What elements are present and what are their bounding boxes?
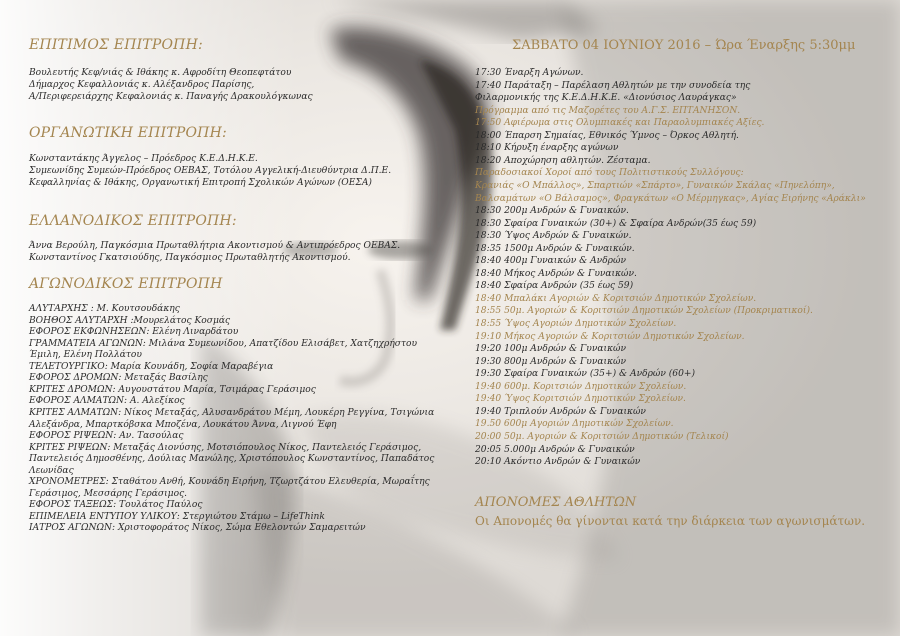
schedule-item: 17:50 Αφιέρωμα στις Ολυμπιακές και Παραολυμπιακές Αξίες.	[475, 118, 765, 129]
agonodikes-member: Λεωνίδας	[29, 465, 74, 476]
agonodikes-member: ΕΦΟΡΟΣ ΑΛΜΑΤΩΝ: Α. Αλεξίκος	[29, 396, 185, 407]
organizing-member: Κωνσταντάκης Άγγελος – Πρόεδρος Κ.Ε.Δ.Η.Κ.Ε.	[29, 154, 258, 164]
schedule-item: 18:30 200μ Ανδρών & Γυναικών.	[475, 206, 629, 217]
agonodikes-member: ΚΡΙΤΕΣ ΑΛΜΑΤΩΝ: Νίκος Μεταξάς, Αλυσανδράτου Μέμη, Λουκέρη Ρεγγίνα, Τσιγώνια	[29, 407, 435, 418]
schedule-item: 19:30 800μ Ανδρών & Γυναικών	[475, 356, 626, 367]
schedule-item: Κρανιάς «Ο Μπάλλος», Σπαρτιών «Σπάρτο», Γυναικών Σκάλας «Πηνελόπη»,	[475, 180, 835, 191]
schedule-item: 18:55 50μ. Αγοριών & Κοριτσιών Δημοτικών Σχολείων (Προκριματικοί).	[475, 306, 813, 317]
schedule-item: 18:30 Ύψος Ανδρών & Γυναικών.	[475, 231, 632, 242]
schedule-item: 19:40 600μ. Κοριτσιών Δημοτικών Σχολείων.	[475, 381, 687, 392]
honorary-member: Βουλευτής Κεφ/νιάς & Ιθάκης κ. Αφροδίτη Θεοπεφτάτου	[29, 68, 292, 78]
schedule-item: 18:30 Σφαίρα Γυναικών (30+) & Σφαίρα Ανδρών(35 έως 59)	[475, 218, 757, 229]
schedule-item: Φιλαρμονικής της Κ.Ε.Δ.Η.Κ.Ε. «Διονύσιος Λαυράγκας»	[475, 93, 737, 104]
agonodikes-member: ΤΕΛΕΤΟΥΡΓΙΚΟ: Μαρία Κουνάδη, Σοφία Μαραβέγια	[29, 361, 274, 372]
agonodikes-member: ΕΦΟΡΟΣ ΕΚΦΩΝΗΣΕΩΝ: Ελένη Λιναρδάτου	[29, 327, 239, 338]
schedule-item: 19:40 Ύψος Κοριτσιών Δημοτικών Σχολείων.	[475, 394, 686, 405]
schedule-item: 18:00 Έπαρση Σημαίας, Εθνικός Ύμνος – Όρκος Αθλητή.	[475, 130, 739, 141]
organizing-committee-title: ΟΡΓΑΝΩΤΙΚΗ ΕΠΙΤΡΟΠΗ:	[29, 125, 227, 141]
schedule-item: Βαλσαμάτων «Ο Βάλσαμος», Φραγκάτων «Ο Μέρμηγκας», Αγίας Ειρήνης «Αράκλι»	[475, 193, 866, 204]
awards-title: ΑΠΟΝΟΜΕΣ ΑΘΛΗΤΩΝ	[475, 495, 637, 510]
agonodikes-member: ΓΡΑΜΜΑΤΕΙΑ ΑΓΩΝΩΝ: Μιλάνα Συμεωνίδου, Απατζίδου Ελισάβετ, Χατζηχρήστου	[29, 338, 418, 349]
agonodikes-member: ΕΠΙΜΕΛΕΙΑ ΕΝΤΥΠΟΥ ΥΛΙΚΟΥ: Στεργιώτου Στάμω – LifeThink	[29, 511, 325, 522]
schedule-item: 18:55 Ύψος Αγοριών Δημοτικών Σχολείων.	[475, 319, 677, 329]
schedule-item: Πρόγραμμα από τις Μαζορέτες του Α.Γ.Σ. ΕΠΤΑΝΗΣΟΝ.	[475, 105, 741, 116]
right-panel	[450, 0, 900, 636]
hellanodikes-committee-title: ΕΛΛΑΝΟΔΙΚΟΣ ΕΠΙΤΡΟΠΗ:	[29, 213, 237, 229]
agonodikes-member: ΒΟΗΘΟΣ ΑΛΥΤΑΡΧΗ :Μουρελάτος Κοσμάς	[29, 315, 231, 326]
schedule-item: 19:20 100μ Ανδρών & Γυναικών	[475, 344, 626, 355]
awards-text: Οι Απονομές θα γίνονται κατά την διάρκεια των αγωνισμάτων.	[475, 514, 866, 528]
agonodikes-member: ΕΦΟΡΟΣ ΔΡΟΜΩΝ: Μεταξάς Βασίλης	[29, 373, 208, 384]
honorary-member: Δήμαρχος Κεφαλλονιάς κ. Αλέξανδρος Παρίσης,	[29, 80, 255, 90]
agonodikes-member: ΚΡΙΤΕΣ ΔΡΟΜΩΝ: Αυγουστάτου Μαρία, Τσιμάρας Γεράσιμος	[29, 384, 316, 395]
agonodikes-member: ΚΡΙΤΕΣ ΡΙΨΕΩΝ: Μεταξάς Διονύσης, Μοτσιόπουλος Νίκος, Παντελειός Γεράσιμος,	[29, 442, 422, 453]
schedule-item: 17:40 Παράταξη – Παρέλαση Αθλητών με την συνοδεία της	[475, 80, 751, 91]
agonodikes-member: ΙΑΤΡΟΣ ΑΓΩΝΩΝ: Χριστοφοράτος Νίκος, Σώμα Εθελοντών Σαμαρειτών	[29, 523, 366, 534]
schedule-item: 19:10 Μήκος Αγοριών & Κοριτσιών Δημοτικών Σχολείων.	[475, 331, 745, 342]
schedule-item: 18:40 400μ Γυναικών & Ανδρών	[475, 256, 626, 267]
agonodikes-member: Γεράσιμος, Μεσσάρης Γεράσιμος.	[29, 488, 188, 499]
agonodikes-committee-title: ΑΓΩΝΟΔΙΚΟΣ ΕΠΙΤΡΟΠΗ	[29, 276, 223, 292]
agonodikes-member: ΧΡΟΝΟΜΕΤΡΕΣ: Σταθάτου Ανθή, Κουνάδη Ειρήνη, Τζωρτζάτου Ελευθερία, Μωραΐτης	[29, 477, 430, 488]
schedule-item: 17:30 Έναρξη Αγώνων.	[475, 68, 584, 78]
schedule-item: 18:40 Σφαίρα Ανδρών (35 έως 59)	[475, 281, 634, 292]
schedule-item: 19:30 Σφαίρα Γυναικών (35+) & Ανδρών (60+)	[475, 369, 696, 380]
event-date-header: ΣΑΒΒΑΤΟ 04 ΙΟΥΝΙΟΥ 2016 – Ώρα Έναρξης 5:30μμ	[512, 38, 856, 53]
agonodikes-member: ΕΦΟΡΟΣ ΤΑΞΕΩΣ: Τουλάτος Παύλος	[29, 500, 203, 511]
hellanodikes-member: Κωνσταντίνος Γκατσιούδης, Παγκόσμιος Πρωταθλητής Ακοντισμού.	[29, 253, 351, 263]
schedule-item: 18:35 1500μ Ανδρών & Γυναικών.	[475, 243, 635, 254]
agonodikes-member: ΑΛΥΤΑΡΧΗΣ : Μ. Κουτσουδάκης	[29, 304, 180, 314]
schedule-item: 20:05 5.000μ Ανδρών & Γυναικών	[475, 444, 635, 455]
schedule-item: 18:10 Κήρυξη έναρξης αγώνων	[475, 143, 619, 154]
schedule-item: Παραδοσιακοί Χοροί από τους Πολιτιστικούς Συλλόγους:	[475, 168, 744, 179]
agonodikes-member: ΕΦΟΡΟΣ ΡΙΨΕΩΝ: Αν. Τασούλας	[29, 431, 184, 442]
schedule-item: 19:40 Τριπλούν Ανδρών & Γυναικών	[475, 406, 646, 417]
schedule-item: 19.50 600μ Αγοριών Δημοτικών Σχολείων.	[475, 419, 674, 430]
schedule-item: 18:40 Μπαλάκι Αγοριών & Κοριτσιών Δημοτικών Σχολείων.	[475, 293, 757, 304]
honorary-member: Α/Περιφερειάρχης Κεφαλονιάς κ. Παναγής Δρακουλόγκωνας	[29, 92, 313, 102]
schedule-item: 18:20 Αποχώρηση αθλητών. Ζέσταμα.	[475, 155, 651, 166]
organizing-member: Συμεωνίδης Συμεών-Πρόεδρος ΟΕΒΑΣ, Τοτόλου Αγγελική-Διευθύντρια Δ.Π.Ε.	[29, 166, 392, 176]
schedule-item: 20:00 50μ. Αγοριών & Κοριτσιών Δημοτικών (Τελικοί)	[475, 431, 729, 442]
hellanodikes-member: Άννα Βερούλη, Παγκόσμια Πρωταθλήτρια Ακοντισμού & Αντιπρόεδρος ΟΕΒΑΣ.	[29, 241, 401, 251]
honorary-committee-title: ΕΠΙΤΙΜΟΣ ΕΠΙΤΡΟΠΗ:	[29, 37, 203, 53]
schedule-item: 18:40 Μήκος Ανδρών & Γυναικών.	[475, 268, 637, 279]
agonodikes-member: Παντελειός Δημοσθένης, Δούλιας Μανώλης, Χριστόπουλος Κωνσταντίνος, Παπαδάτος	[29, 454, 435, 465]
agonodikes-member: Έμιλη, Ελένη Πολλάτου	[29, 350, 142, 361]
organizing-member: Κεφαλληνίας & Ιθάκης, Οργανωτική Επιτροπή Σχολικών Αγώνων (ΟΕΣΑ)	[29, 178, 372, 188]
schedule-item: 20:10 Ακόντιο Ανδρών & Γυναικών	[475, 457, 641, 468]
agonodikes-member: Αλεξάνδρα, Μπαρτκόβσκα Μποζένα, Λουκάτου Άννα, Λιγνού Έφη	[29, 419, 337, 430]
